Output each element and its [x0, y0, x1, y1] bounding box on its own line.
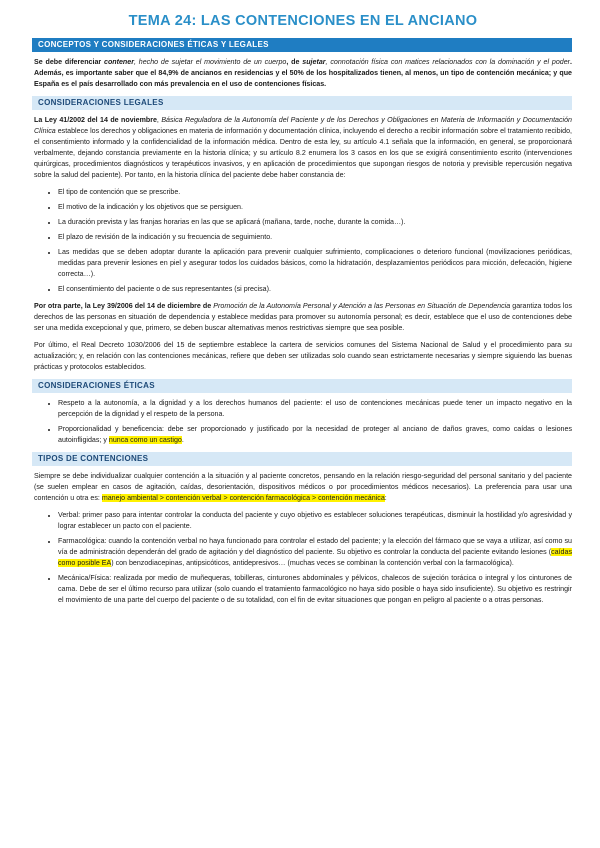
list-historia-clinica — [34, 187, 572, 295]
list-eticas — [34, 398, 572, 446]
list-item: • Respeto a la autonomía, a la dignidad y a los derechos humanos del paciente: el uso de contenciones mecánicas puede tener un impacto negativo en la percepción de la dignidad y el respeto de la persona. — [58, 398, 572, 420]
highlight-preferencia: manejo ambiental > contención verbal > contención farmacológica > contención mecánica — [101, 494, 385, 502]
list-item-mecanica: • Mecánica/Física: realizada por medio de muñequeras, tobilleras, cinturones abdominales y pélvicos, chalecos de sujeción torácica o integral y los cinturones de cama. Debe de ser el último recurso para utilizar (solo cuando el tratamiento farmacológico no haya sido posible o haya sido insuficiente). Su objetivo es restringir el movimiento de una parte del cuerpo del paciente o de su totalidad, con el fin de evitar situaciones que pongan en peligro al paciente o a otras personas. — [58, 573, 572, 606]
list-tipos — [34, 510, 572, 606]
highlight-caidas: caídas como posible EA — [58, 548, 572, 567]
list-item: • El plazo de revisión de la indicación y su frecuencia de seguimiento. — [58, 232, 572, 243]
list-item: • El tipo de contención que se prescribe. — [58, 187, 572, 198]
section-heading-tipos: TIPOS DE CONTENCIONES — [32, 452, 572, 466]
paragraph-ley-39: Por otra parte, la Ley 39/2006 del 14 de diciembre de Promoción de la Autonomía Personal y Atención a las Personas en Situación de Dependencia garantiza todos los derechos de las personas en situación de dependencia y establece medidas para promover su autonomía personal; es decir, establece que el uso de contenciones debe ser una medida excepcional y que, primero, se deben buscar alternativas menos restrictivas siempre que sea posible. — [34, 302, 572, 332]
highlight-nunca-castigo: nunca como un castigo — [108, 436, 182, 444]
paragraph-tipos: Siempre se debe individualizar cualquier contención a la situación y al paciente concretos, pensando en la relación riesgo-seguridad del personal sanitario y del paciente (se suelen emplear en casos de agitación, caídas, desorientación, dispositivos médicos o por procedimientos médicos necesarios). La preferencia para usar una contención u otra es: manejo ambiental > contención verbal > contención farmacológica > contención mecánica: — [34, 472, 572, 502]
paragraph-conceptos: Se debe diferenciar contener, hecho de sujetar el movimiento de un cuerpo, de sujetar, connotación física con matices relacionados con la dominación y el poder. Además, es importante saber que el 84,9% de ancianos en residencias y el 50% de los hospitalizados tienen, al menos, un tipo de contención mecánica; y que España es el país desarrollado con más prevalencia en el uso de contenciones físicas. — [34, 58, 572, 88]
list-item: • La duración prevista y las franjas horarias en las que se aplicará (mañana, tarde, noche, durante la comida…). — [58, 217, 572, 228]
list-item: • El consentimiento del paciente o de sus representantes (si precisa). — [58, 284, 572, 295]
list-item-verbal: • Verbal: primer paso para intentar controlar la conducta del paciente y cuyo objetivo es establecer soluciones terapéuticas, disminuir la hostilidad y/o agresividad y lograr establecer un pacto con el paciente. — [58, 510, 572, 532]
document-title: TEMA 24: LAS CONTENCIONES EN EL ANCIANO — [128, 13, 478, 29]
list-item: • El motivo de la indicación y los objetivos que se persiguen. — [58, 202, 572, 213]
section-heading-eticas: CONSIDERACIONES ÉTICAS — [32, 379, 572, 393]
section-heading-legales: CONSIDERACIONES LEGALES — [32, 96, 572, 110]
list-item: • Las medidas que se deben adoptar durante la aplicación para prevenir cualquier sufrimiento, complicaciones o deterioro funcional (movilizaciones periódicas, medidas para prevenir lesiones en piel y asegurar todos los cuidados básicos, como la hidratación, desplazamientos periódicos para micción, defecación, higiene correcta…). — [58, 247, 572, 280]
section-heading-conceptos: CONCEPTOS Y CONSIDERACIONES ÉTICAS Y LEGALES — [32, 38, 572, 52]
list-item: • Proporcionalidad y beneficencia: debe ser proporcionado y justificado por la necesidad de proteger al anciano de daños graves, como caídas o lesiones autoinfligidas; y nunca como un castigo. — [58, 424, 572, 446]
paragraph-real-decreto: Por último, el Real Decreto 1030/2006 del 15 de septiembre establece la cartera de servicios comunes del Sistema Nacional de Salud y el procedimiento para su actualización; y, en relación con las contenciones mecánicas, refiere que deben ser utilizadas solo cuando sean estrictamente necesarias y siempre siguiendo las buenas prácticas y protocolos establecidos. — [34, 341, 572, 371]
paragraph-ley-41: La Ley 41/2002 del 14 de noviembre, Básica Reguladora de la Autonomía del Paciente y de los Derechos y Obligaciones en Materia de Información y Documentación Clínica establece los derechos y obligaciones en materia de información y documentación clínica, incluyendo el derecho a recibir información sobre el tratamiento recibido, el consentimiento informado y la confidencialidad de la información médica. Dentro de esta ley, su artículo 4.1 señala que la información, en general, se proporcionará verbalmente, dejando constancia previamente en la historia clínica; y su artículo 8.2 enumera los 3 casos en los que se exigirá consentimiento escrito (intervenciones quirúrgicas, procedimientos diagnósticos y terapéuticos invasivos, y en aplicación de procedimientos que supongan riesgos de notoria y previsible repercusión negativa sobre la salud del paciente). Por tanto, en la historia clínica del paciente debe haber constancia de: — [34, 116, 572, 179]
list-item-farmacologica: • Farmacológica: cuando la contención verbal no haya funcionado para controlar el estado del paciente; y la elección del fármaco que se vaya a utilizar, así como su vía de administración dependerán del grado de agitación y del diagnóstico del paciente. Su objetivo es controlar la conducta del paciente evitando lesiones (caídas como posible EA) con benzodiacepinas, antipsicóticos, antidepresivos… (muchas veces se combinan la contención verbal con la farmacológica). — [58, 536, 572, 569]
